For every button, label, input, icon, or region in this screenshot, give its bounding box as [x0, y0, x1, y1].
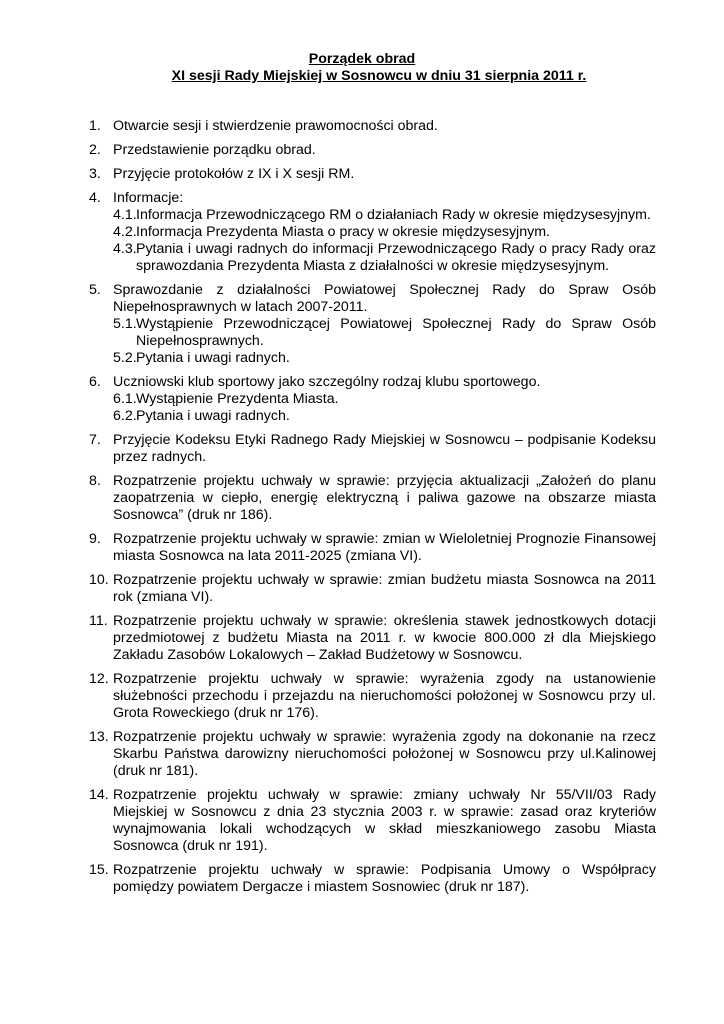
agenda-item-number: 14.: [89, 787, 109, 803]
agenda-item-number: 8.: [89, 473, 101, 489]
agenda-item: [89, 432, 656, 466]
agenda-subitem-text: Informacja Prezydenta Miasta o pracy w okresie międzysesyjnym.: [136, 224, 550, 240]
agenda-item: [89, 613, 656, 664]
agenda-item-number: 2.: [89, 142, 101, 158]
agenda-subitem-text: Pytania i uwagi radnych.: [136, 408, 290, 424]
agenda-subitem: [113, 224, 656, 241]
document-title: Porządek obrad: [308, 51, 416, 67]
agenda-item-number: 10.: [89, 572, 109, 588]
agenda-item-number: 11.: [89, 613, 108, 629]
agenda-subitem-text: Wystąpienie Przewodniczącej Powiatowej Społecznej Rady do Spraw Osób Niepełnosprawnych.: [136, 316, 656, 349]
agenda-list: [89, 118, 656, 903]
agenda-item-text: Rozpatrzenie projektu uchwały w sprawie: przyjęcia aktualizacji „Założeń do planu zaopatrzenia w ciepło, energię elektryczną i paliwa gazowe na obszarze miasta Sosnowca” (druk nr 186).: [113, 473, 656, 523]
agenda-item: [89, 787, 656, 855]
agenda-item-text: Przyjęcie protokołów z IX i X sesji RM.: [113, 166, 355, 182]
agenda-item-text: Otwarcie sesji i stwierdzenie prawomocności obrad.: [113, 118, 438, 134]
agenda-item: [89, 531, 656, 565]
agenda-item-text: Rozpatrzenie projektu uchwały w sprawie: zmian w Wieloletniej Prognozie Finansowej miasta Sosnowca na lata 2011-2025 (zmiana VI).: [113, 531, 656, 564]
agenda-item-text: Informacje:: [113, 190, 184, 206]
agenda-item-text: Uczniowski klub sportowy jako szczególny rodzaj klubu sportowego.: [113, 374, 541, 390]
agenda-item: [89, 118, 656, 135]
agenda-item-text: Rozpatrzenie projektu uchwały w sprawie: Podpisania Umowy o Współpracy pomiędzy powiatem Dergacze i miastem Sosnowiec (druk nr 187).: [113, 862, 656, 895]
agenda-subitem-number: 4.1.: [113, 207, 137, 223]
agenda-item-number: 9.: [89, 531, 101, 547]
agenda-item-number: 5.: [89, 282, 101, 298]
agenda-subitem-number: 5.1.: [113, 316, 137, 332]
agenda-item-text: Rozpatrzenie projektu uchwały w sprawie: zmian budżetu miasta Sosnowca na 2011 rok (zmiana VI).: [113, 572, 656, 605]
agenda-item-text: Rozpatrzenie projektu uchwały w sprawie: określenia stawek jednostkowych dotacji przedmiotowej z budżetu Miasta na 2011 r. w kwocie 800.000 zł dla Miejskiego Zakładu Zasobów Lokalowych – Zakład Budżetowy w Sosnowcu.: [113, 613, 656, 663]
agenda-item-text: Rozpatrzenie projektu uchwały w sprawie: zmiany uchwały Nr 55/VII/03 Rady Miejskiej w Sosnowcu z dnia 23 stycznia 2003 r. w sprawie: zasad oraz kryteriów wynajmowania lokali wchodzących w skład mieszkaniowego zasobu Miasta Sosnowca (druk nr 191).: [113, 787, 656, 854]
agenda-subitem-number: 4.2.: [113, 224, 137, 240]
agenda-item-text: Sprawozdanie z działalności Powiatowej Społecznej Rady do Spraw Osób Niepełnosprawnych w latach 2007-2011.: [113, 282, 656, 315]
agenda-item-text: Przyjęcie Kodeksu Etyki Radnego Rady Miejskiej w Sosnowcu – podpisanie Kodeksu przez radnych.: [113, 432, 656, 465]
agenda-item-text: Rozpatrzenie projektu uchwały w sprawie: wyrażenia zgody na dokonanie na rzecz Skarbu Państwa darowizny nieruchomości położonej w Sosnowcu przy ul.Kalinowej (druk nr 181).: [113, 729, 656, 779]
agenda-item: [89, 190, 656, 275]
agenda-item-number: 4.: [89, 190, 101, 206]
agenda-item-number: 13.: [89, 729, 109, 745]
agenda-subitem-text: Pytania i uwagi radnych do informacji Przewodniczącego Rady o pracy Rady oraz sprawozdania Prezydenta Miasta z działalności w okresie międzysesyjnym.: [136, 241, 656, 274]
agenda-item-number: 12.: [89, 671, 109, 687]
agenda-item-text: Przedstawienie porządku obrad.: [113, 142, 316, 158]
agenda-item-text: Rozpatrzenie projektu uchwały w sprawie: wyrażenia zgody na ustanowienie służebności przechodu i przejazdu na nieruchomości położonej w Sosnowcu przy ul. Grota Roweckiego (druk nr 176).: [113, 671, 656, 721]
agenda-subitem-number: 5.2.: [113, 350, 137, 366]
agenda-subitem-number: 4.3.: [113, 241, 137, 257]
agenda-item: [89, 282, 656, 367]
agenda-subitem-number: 6.1.: [113, 391, 137, 407]
agenda-item: [89, 473, 656, 524]
agenda-subitem-number: 6.2.: [113, 408, 137, 424]
agenda-item-number: 7.: [89, 432, 101, 448]
agenda-item: [89, 166, 656, 183]
agenda-item: [89, 572, 656, 606]
agenda-subitem: [113, 350, 656, 367]
agenda-subitem-text: Pytania i uwagi radnych.: [136, 350, 290, 366]
agenda-subitem-text: Wystąpienie Prezydenta Miasta.: [136, 391, 339, 407]
agenda-subitem-text: Informacja Przewodniczącego RM o działaniach Rady w okresie międzysesyjnym.: [136, 207, 651, 223]
agenda-item: [89, 862, 656, 896]
agenda-item: [89, 374, 656, 425]
agenda-subitem: [113, 241, 656, 275]
agenda-item: [89, 729, 656, 780]
document-subtitle: XI sesji Rady Miejskiej w Sosnowcu w dniu 31 sierpnia 2011 r.: [171, 68, 587, 84]
agenda-item-number: 15.: [89, 862, 109, 878]
agenda-item-number: 3.: [89, 166, 101, 182]
agenda-subitem: [113, 408, 656, 425]
agenda-item: [89, 671, 656, 722]
agenda-item-number: 1.: [89, 118, 101, 134]
agenda-item: [89, 142, 656, 159]
agenda-item-number: 6.: [89, 374, 101, 390]
agenda-subitem: [113, 207, 656, 224]
agenda-subitem: [113, 391, 656, 408]
agenda-subitem: [113, 316, 656, 350]
